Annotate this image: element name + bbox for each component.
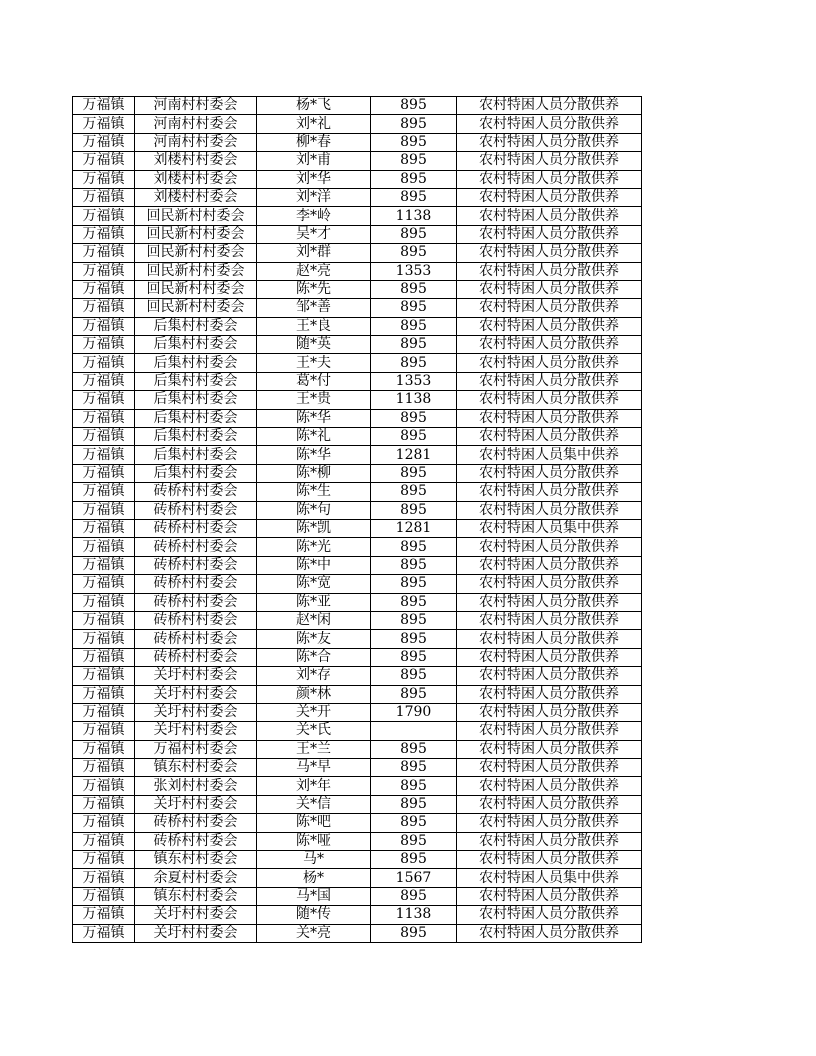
- type-cell: 农村特困人员分散供养: [457, 244, 642, 262]
- amount-cell: 895: [371, 630, 457, 648]
- name-cell: 赵*亮: [257, 262, 371, 280]
- village-cell: 刘楼村村委会: [135, 170, 257, 188]
- table-row: [73, 703, 642, 721]
- amount-cell: 1353: [371, 262, 457, 280]
- table-row: [73, 795, 642, 813]
- name-cell: 杨*飞: [257, 97, 371, 115]
- village-cell: 后集村村委会: [135, 464, 257, 482]
- type-cell: 农村特困人员分散供养: [457, 97, 642, 115]
- amount-cell: 895: [371, 299, 457, 317]
- type-cell: 农村特困人员分散供养: [457, 483, 642, 501]
- village-cell: 余夏村村委会: [135, 869, 257, 887]
- table-row: [73, 593, 642, 611]
- amount-cell: 895: [371, 575, 457, 593]
- name-cell: 颜*林: [257, 685, 371, 703]
- village-cell: 砖桥村村委会: [135, 648, 257, 666]
- amount-cell: 895: [371, 280, 457, 298]
- table-row: [73, 722, 642, 740]
- type-cell: 农村特困人员分散供养: [457, 409, 642, 427]
- town-cell: 万福镇: [73, 869, 135, 887]
- table-row: [73, 446, 642, 464]
- amount-cell: 895: [371, 354, 457, 372]
- type-cell: 农村特困人员分散供养: [457, 428, 642, 446]
- village-cell: 砖桥村村委会: [135, 575, 257, 593]
- village-cell: 镇东村村委会: [135, 759, 257, 777]
- name-cell: 王*兰: [257, 740, 371, 758]
- village-cell: 砖桥村村委会: [135, 483, 257, 501]
- town-cell: 万福镇: [73, 207, 135, 225]
- amount-cell: [371, 722, 457, 740]
- table-row: [73, 391, 642, 409]
- town-cell: 万福镇: [73, 188, 135, 206]
- village-cell: 后集村村委会: [135, 409, 257, 427]
- town-cell: 万福镇: [73, 225, 135, 243]
- village-cell: 回民新村村委会: [135, 244, 257, 262]
- village-cell: 砖桥村村委会: [135, 814, 257, 832]
- type-cell: 农村特困人员分散供养: [457, 851, 642, 869]
- amount-cell: 895: [371, 556, 457, 574]
- table-row: [73, 280, 642, 298]
- village-cell: 镇东村村委会: [135, 851, 257, 869]
- table-row: [73, 207, 642, 225]
- type-cell: 农村特困人员分散供养: [457, 391, 642, 409]
- amount-cell: 895: [371, 428, 457, 446]
- type-cell: 农村特困人员分散供养: [457, 703, 642, 721]
- town-cell: 万福镇: [73, 685, 135, 703]
- type-cell: 农村特困人员集中供养: [457, 519, 642, 537]
- table-row: [73, 428, 642, 446]
- amount-cell: 1790: [371, 703, 457, 721]
- amount-cell: 895: [371, 777, 457, 795]
- town-cell: 万福镇: [73, 317, 135, 335]
- name-cell: 赵*闲: [257, 611, 371, 629]
- amount-cell: 895: [371, 538, 457, 556]
- type-cell: 农村特困人员分散供养: [457, 924, 642, 942]
- amount-cell: 895: [371, 501, 457, 519]
- town-cell: 万福镇: [73, 851, 135, 869]
- type-cell: 农村特困人员分散供养: [457, 795, 642, 813]
- amount-cell: 1567: [371, 869, 457, 887]
- type-cell: 农村特困人员分散供养: [457, 299, 642, 317]
- table-row: [73, 667, 642, 685]
- town-cell: 万福镇: [73, 519, 135, 537]
- table-row: [73, 630, 642, 648]
- town-cell: 万福镇: [73, 354, 135, 372]
- type-cell: 农村特困人员分散供养: [457, 372, 642, 390]
- village-cell: 刘楼村村委会: [135, 188, 257, 206]
- town-cell: 万福镇: [73, 170, 135, 188]
- town-cell: 万福镇: [73, 777, 135, 795]
- table-row: [73, 740, 642, 758]
- name-cell: 陈*吧: [257, 814, 371, 832]
- table-row: [73, 501, 642, 519]
- name-cell: 陈*礼: [257, 428, 371, 446]
- village-cell: 回民新村村委会: [135, 207, 257, 225]
- name-cell: 王*夫: [257, 354, 371, 372]
- name-cell: 陈*凯: [257, 519, 371, 537]
- town-cell: 万福镇: [73, 722, 135, 740]
- type-cell: 农村特困人员分散供养: [457, 759, 642, 777]
- type-cell: 农村特困人员分散供养: [457, 777, 642, 795]
- type-cell: 农村特困人员集中供养: [457, 869, 642, 887]
- town-cell: 万福镇: [73, 759, 135, 777]
- name-cell: 刘*华: [257, 170, 371, 188]
- name-cell: 李*岭: [257, 207, 371, 225]
- amount-cell: 895: [371, 483, 457, 501]
- amount-cell: 895: [371, 648, 457, 666]
- village-cell: 关圩村村委会: [135, 703, 257, 721]
- name-cell: 吴*才: [257, 225, 371, 243]
- type-cell: 农村特困人员分散供养: [457, 556, 642, 574]
- table-row: [73, 244, 642, 262]
- amount-cell: 895: [371, 336, 457, 354]
- name-cell: 刘*存: [257, 667, 371, 685]
- town-cell: 万福镇: [73, 372, 135, 390]
- name-cell: 马*早: [257, 759, 371, 777]
- table-row: [73, 869, 642, 887]
- village-cell: 关圩村村委会: [135, 795, 257, 813]
- amount-cell: 895: [371, 667, 457, 685]
- table-row: [73, 170, 642, 188]
- town-cell: 万福镇: [73, 152, 135, 170]
- type-cell: 农村特困人员分散供养: [457, 115, 642, 133]
- table-row: [73, 777, 642, 795]
- name-cell: 马*: [257, 851, 371, 869]
- type-cell: 农村特困人员分散供养: [457, 832, 642, 850]
- town-cell: 万福镇: [73, 630, 135, 648]
- table-row: [73, 759, 642, 777]
- name-cell: 马*国: [257, 887, 371, 905]
- village-cell: 砖桥村村委会: [135, 611, 257, 629]
- table-row: [73, 152, 642, 170]
- name-cell: 陈*生: [257, 483, 371, 501]
- town-cell: 万福镇: [73, 483, 135, 501]
- village-cell: 砖桥村村委会: [135, 593, 257, 611]
- amount-cell: 895: [371, 225, 457, 243]
- table-row: [73, 611, 642, 629]
- type-cell: 农村特困人员分散供养: [457, 280, 642, 298]
- amount-cell: 1281: [371, 519, 457, 537]
- type-cell: 农村特困人员分散供养: [457, 906, 642, 924]
- amount-cell: 895: [371, 924, 457, 942]
- name-cell: 葛*付: [257, 372, 371, 390]
- name-cell: 陈*中: [257, 556, 371, 574]
- name-cell: 随*传: [257, 906, 371, 924]
- table-row: [73, 887, 642, 905]
- name-cell: 陈*友: [257, 630, 371, 648]
- town-cell: 万福镇: [73, 556, 135, 574]
- name-cell: 陈*亚: [257, 593, 371, 611]
- village-cell: 关圩村村委会: [135, 667, 257, 685]
- table-body: [73, 97, 642, 943]
- name-cell: 陈*光: [257, 538, 371, 556]
- name-cell: 刘*群: [257, 244, 371, 262]
- table-row: [73, 354, 642, 372]
- amount-cell: 1138: [371, 207, 457, 225]
- village-cell: 砖桥村村委会: [135, 630, 257, 648]
- table-row: [73, 685, 642, 703]
- amount-cell: 895: [371, 115, 457, 133]
- table-row: [73, 519, 642, 537]
- table-row: [73, 188, 642, 206]
- village-cell: 镇东村村委会: [135, 887, 257, 905]
- table-row: [73, 133, 642, 151]
- amount-cell: 895: [371, 814, 457, 832]
- town-cell: 万福镇: [73, 832, 135, 850]
- town-cell: 万福镇: [73, 299, 135, 317]
- name-cell: 陈*先: [257, 280, 371, 298]
- amount-cell: 895: [371, 593, 457, 611]
- town-cell: 万福镇: [73, 409, 135, 427]
- village-cell: 后集村村委会: [135, 446, 257, 464]
- village-cell: 万福村村委会: [135, 740, 257, 758]
- table-row: [73, 851, 642, 869]
- name-cell: 关*氏: [257, 722, 371, 740]
- table-row: [73, 336, 642, 354]
- town-cell: 万福镇: [73, 464, 135, 482]
- village-cell: 后集村村委会: [135, 354, 257, 372]
- amount-cell: 895: [371, 152, 457, 170]
- amount-cell: 895: [371, 611, 457, 629]
- village-cell: 河南村村委会: [135, 115, 257, 133]
- village-cell: 张刘村村委会: [135, 777, 257, 795]
- town-cell: 万福镇: [73, 501, 135, 519]
- town-cell: 万福镇: [73, 611, 135, 629]
- table-row: [73, 299, 642, 317]
- town-cell: 万福镇: [73, 262, 135, 280]
- town-cell: 万福镇: [73, 703, 135, 721]
- table-row: [73, 906, 642, 924]
- table-row: [73, 483, 642, 501]
- table-row: [73, 814, 642, 832]
- town-cell: 万福镇: [73, 97, 135, 115]
- type-cell: 农村特困人员分散供养: [457, 740, 642, 758]
- name-cell: 刘*礼: [257, 115, 371, 133]
- name-cell: 陈*合: [257, 648, 371, 666]
- name-cell: 陈*宽: [257, 575, 371, 593]
- amount-cell: 1138: [371, 906, 457, 924]
- table-row: [73, 538, 642, 556]
- town-cell: 万福镇: [73, 538, 135, 556]
- name-cell: 陈*柳: [257, 464, 371, 482]
- amount-cell: 1353: [371, 372, 457, 390]
- town-cell: 万福镇: [73, 887, 135, 905]
- amount-cell: 895: [371, 188, 457, 206]
- amount-cell: 895: [371, 244, 457, 262]
- name-cell: 王*良: [257, 317, 371, 335]
- village-cell: 关圩村村委会: [135, 924, 257, 942]
- table-row: [73, 262, 642, 280]
- village-cell: 刘楼村村委会: [135, 152, 257, 170]
- village-cell: 回民新村村委会: [135, 225, 257, 243]
- type-cell: 农村特困人员分散供养: [457, 630, 642, 648]
- amount-cell: 895: [371, 464, 457, 482]
- village-cell: 回民新村村委会: [135, 280, 257, 298]
- table-row: [73, 372, 642, 390]
- village-cell: 回民新村村委会: [135, 262, 257, 280]
- village-cell: 后集村村委会: [135, 317, 257, 335]
- type-cell: 农村特困人员分散供养: [457, 667, 642, 685]
- type-cell: 农村特困人员分散供养: [457, 170, 642, 188]
- village-cell: 砖桥村村委会: [135, 538, 257, 556]
- type-cell: 农村特困人员分散供养: [457, 464, 642, 482]
- amount-cell: 895: [371, 887, 457, 905]
- type-cell: 农村特困人员分散供养: [457, 722, 642, 740]
- amount-cell: 895: [371, 170, 457, 188]
- name-cell: 关*亮: [257, 924, 371, 942]
- amount-cell: 895: [371, 97, 457, 115]
- name-cell: 刘*甫: [257, 152, 371, 170]
- amount-cell: 895: [371, 317, 457, 335]
- amount-cell: 895: [371, 685, 457, 703]
- amount-cell: 1281: [371, 446, 457, 464]
- name-cell: 陈*华: [257, 446, 371, 464]
- table-row: [73, 225, 642, 243]
- amount-cell: 895: [371, 740, 457, 758]
- type-cell: 农村特困人员分散供养: [457, 133, 642, 151]
- name-cell: 杨*: [257, 869, 371, 887]
- table-row: [73, 409, 642, 427]
- type-cell: 农村特困人员分散供养: [457, 575, 642, 593]
- name-cell: 随*英: [257, 336, 371, 354]
- name-cell: 关*信: [257, 795, 371, 813]
- name-cell: 关*开: [257, 703, 371, 721]
- amount-cell: 895: [371, 795, 457, 813]
- type-cell: 农村特困人员集中供养: [457, 446, 642, 464]
- town-cell: 万福镇: [73, 575, 135, 593]
- town-cell: 万福镇: [73, 391, 135, 409]
- name-cell: 刘*年: [257, 777, 371, 795]
- town-cell: 万福镇: [73, 336, 135, 354]
- type-cell: 农村特困人员分散供养: [457, 354, 642, 372]
- town-cell: 万福镇: [73, 115, 135, 133]
- type-cell: 农村特困人员分散供养: [457, 593, 642, 611]
- town-cell: 万福镇: [73, 740, 135, 758]
- amount-cell: 1138: [371, 391, 457, 409]
- village-cell: 砖桥村村委会: [135, 832, 257, 850]
- name-cell: 邹*善: [257, 299, 371, 317]
- town-cell: 万福镇: [73, 244, 135, 262]
- name-cell: 陈*句: [257, 501, 371, 519]
- type-cell: 农村特困人员分散供养: [457, 188, 642, 206]
- town-cell: 万福镇: [73, 593, 135, 611]
- amount-cell: 895: [371, 409, 457, 427]
- type-cell: 农村特困人员分散供养: [457, 648, 642, 666]
- name-cell: 王*贵: [257, 391, 371, 409]
- town-cell: 万福镇: [73, 280, 135, 298]
- type-cell: 农村特困人员分散供养: [457, 538, 642, 556]
- village-cell: 砖桥村村委会: [135, 556, 257, 574]
- type-cell: 农村特困人员分散供养: [457, 611, 642, 629]
- table-row: [73, 832, 642, 850]
- town-cell: 万福镇: [73, 428, 135, 446]
- type-cell: 农村特困人员分散供养: [457, 336, 642, 354]
- town-cell: 万福镇: [73, 667, 135, 685]
- town-cell: 万福镇: [73, 446, 135, 464]
- type-cell: 农村特困人员分散供养: [457, 814, 642, 832]
- village-cell: 河南村村委会: [135, 97, 257, 115]
- data-table: [72, 96, 642, 943]
- amount-cell: 895: [371, 759, 457, 777]
- town-cell: 万福镇: [73, 795, 135, 813]
- name-cell: 陈*华: [257, 409, 371, 427]
- type-cell: 农村特困人员分散供养: [457, 317, 642, 335]
- table-row: [73, 575, 642, 593]
- type-cell: 农村特困人员分散供养: [457, 887, 642, 905]
- table-row: [73, 97, 642, 115]
- table-row: [73, 924, 642, 942]
- village-cell: 砖桥村村委会: [135, 519, 257, 537]
- town-cell: 万福镇: [73, 133, 135, 151]
- village-cell: 关圩村村委会: [135, 722, 257, 740]
- type-cell: 农村特困人员分散供养: [457, 207, 642, 225]
- type-cell: 农村特困人员分散供养: [457, 152, 642, 170]
- town-cell: 万福镇: [73, 906, 135, 924]
- town-cell: 万福镇: [73, 924, 135, 942]
- village-cell: 后集村村委会: [135, 428, 257, 446]
- type-cell: 农村特困人员分散供养: [457, 501, 642, 519]
- table-row: [73, 556, 642, 574]
- table-row: [73, 317, 642, 335]
- village-cell: 关圩村村委会: [135, 906, 257, 924]
- name-cell: 陈*哑: [257, 832, 371, 850]
- name-cell: 刘*洋: [257, 188, 371, 206]
- village-cell: 后集村村委会: [135, 391, 257, 409]
- village-cell: 后集村村委会: [135, 336, 257, 354]
- village-cell: 回民新村村委会: [135, 299, 257, 317]
- amount-cell: 895: [371, 832, 457, 850]
- village-cell: 关圩村村委会: [135, 685, 257, 703]
- town-cell: 万福镇: [73, 648, 135, 666]
- village-cell: 砖桥村村委会: [135, 501, 257, 519]
- village-cell: 后集村村委会: [135, 372, 257, 390]
- amount-cell: 895: [371, 851, 457, 869]
- village-cell: 河南村村委会: [135, 133, 257, 151]
- town-cell: 万福镇: [73, 814, 135, 832]
- name-cell: 柳*春: [257, 133, 371, 151]
- type-cell: 农村特困人员分散供养: [457, 685, 642, 703]
- type-cell: 农村特困人员分散供养: [457, 225, 642, 243]
- table-row: [73, 115, 642, 133]
- type-cell: 农村特困人员分散供养: [457, 262, 642, 280]
- table-row: [73, 464, 642, 482]
- table-row: [73, 648, 642, 666]
- amount-cell: 895: [371, 133, 457, 151]
